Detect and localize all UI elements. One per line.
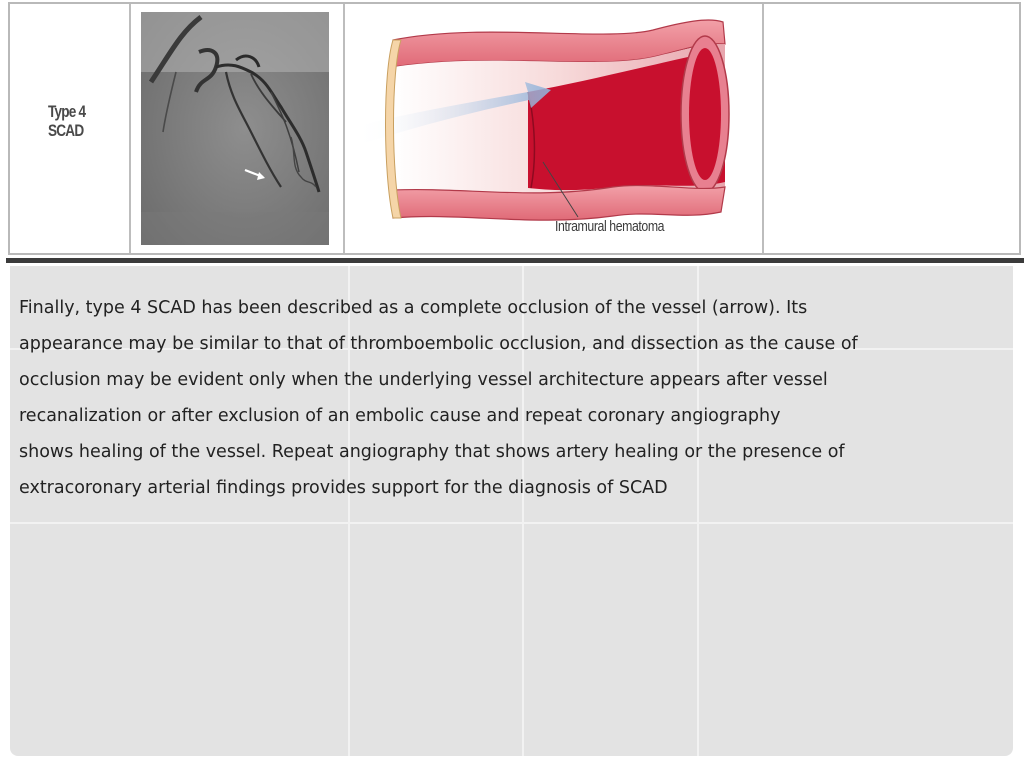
body-line: shows healing of the vessel. Repeat angiography that shows artery healing or the presence of <box>19 442 845 462</box>
type-label-line2: SCAD <box>48 121 84 140</box>
type-label <box>48 102 85 140</box>
angiogram-image <box>141 12 329 245</box>
vessel-illustration-cell <box>345 4 764 253</box>
body-line: Finally, type 4 SCAD has been described as a complete occlusion of the vessel (arrow). Its <box>19 298 808 318</box>
figure-table <box>8 2 1021 255</box>
type-label-line1: Type 4 <box>48 102 86 121</box>
empty-cell <box>764 4 1019 253</box>
figure-label-cell <box>10 4 131 253</box>
hematoma-label: Intramural hematoma <box>555 218 665 235</box>
divider-bar <box>6 258 1024 263</box>
text-panel <box>10 266 1013 756</box>
body-line: appearance may be similar to that of thromboembolic occlusion, and dissection as the cause of <box>19 334 858 354</box>
grid-line <box>10 522 1013 524</box>
body-line: recanalization or after exclusion of an embolic cause and repeat coronary angiography <box>19 406 781 426</box>
body-line: extracoronary arterial findings provides support for the diagnosis of SCAD <box>19 478 668 498</box>
angiogram-cell <box>131 4 345 253</box>
body-paragraph <box>19 290 999 506</box>
body-line: occlusion may be evident only when the underlying vessel architecture appears after vessel <box>19 370 828 390</box>
vessel-cross-section-image <box>353 12 753 247</box>
